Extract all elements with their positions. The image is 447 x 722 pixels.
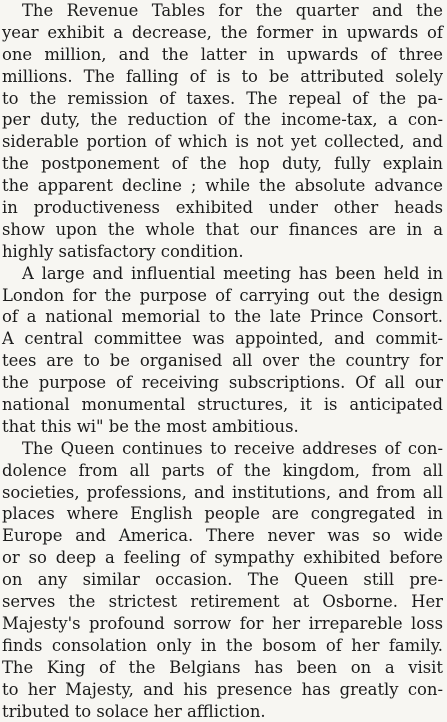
paragraph-revenue-tables — [2, 0, 443, 263]
text-line: to the remission of taxes. The repeal of the pa- — [2, 88, 443, 110]
text-line: A central committee was appointed, and commit- — [2, 328, 443, 350]
text-line: the postponement of the hop duty, fully explain — [2, 153, 443, 175]
text-line: societies, professions, and institutions, and from all — [2, 482, 443, 504]
paragraph-queen-condolence — [2, 438, 443, 722]
text-line: of a national memorial to the late Prince Consort. — [2, 306, 443, 328]
text-line: show upon the whole that our finances are in a — [2, 219, 443, 241]
text-line: on any similar occasion. The Queen still pre- — [2, 569, 443, 591]
text-line: The Revenue Tables for the quarter and the — [2, 0, 443, 22]
text-line: The King of the Belgians has been on a visit — [2, 657, 443, 679]
text-line: places where English people are congregated in — [2, 503, 443, 525]
text-line: Majesty's profound sorrow for her irrepareble loss — [2, 613, 443, 635]
paragraph-prince-consort-memorial — [2, 263, 443, 438]
text-line: A large and influential meeting has been held in — [2, 263, 443, 285]
text-line: per duty, the reduction of the income-tax, a con- — [2, 109, 443, 131]
text-line: millions. The falling of is to be attributed solely — [2, 66, 443, 88]
text-line: siderable portion of which is not yet collected, and — [2, 131, 443, 153]
text-line: the purpose of receiving subscriptions. Of all our — [2, 372, 443, 394]
text-line: or so deep a feeling of sympathy exhibited before — [2, 547, 443, 569]
text-line: Europe and America. There never was so wide — [2, 525, 443, 547]
text-line: serves the strictest retirement at Osborne. Her — [2, 591, 443, 613]
text-line: the apparent decline ; while the absolute advance — [2, 175, 443, 197]
text-line: to her Majesty, and his presence has greatly con- — [2, 679, 443, 701]
text-line: The Queen continues to receive addreses of con- — [2, 438, 443, 460]
text-line: highly satisfactory condition. — [2, 241, 443, 263]
text-line: one million, and the latter in upwards of three — [2, 44, 443, 66]
text-line: London for the purpose of carrying out the design — [2, 285, 443, 307]
text-line: tributed to solace her affliction. — [2, 701, 443, 722]
text-line: in productiveness exhibited under other heads — [2, 197, 443, 219]
text-line: tees are to be organised all over the country for — [2, 350, 443, 372]
text-line: finds consolation only in the bosom of her family. — [2, 635, 443, 657]
text-line: year exhibit a decrease, the former in upwards of — [2, 22, 443, 44]
text-line: that this wi" be the most ambitious. — [2, 416, 443, 438]
text-line: national monumental structures, it is anticipated — [2, 394, 443, 416]
text-line: dolence from all parts of the kingdom, from all — [2, 460, 443, 482]
